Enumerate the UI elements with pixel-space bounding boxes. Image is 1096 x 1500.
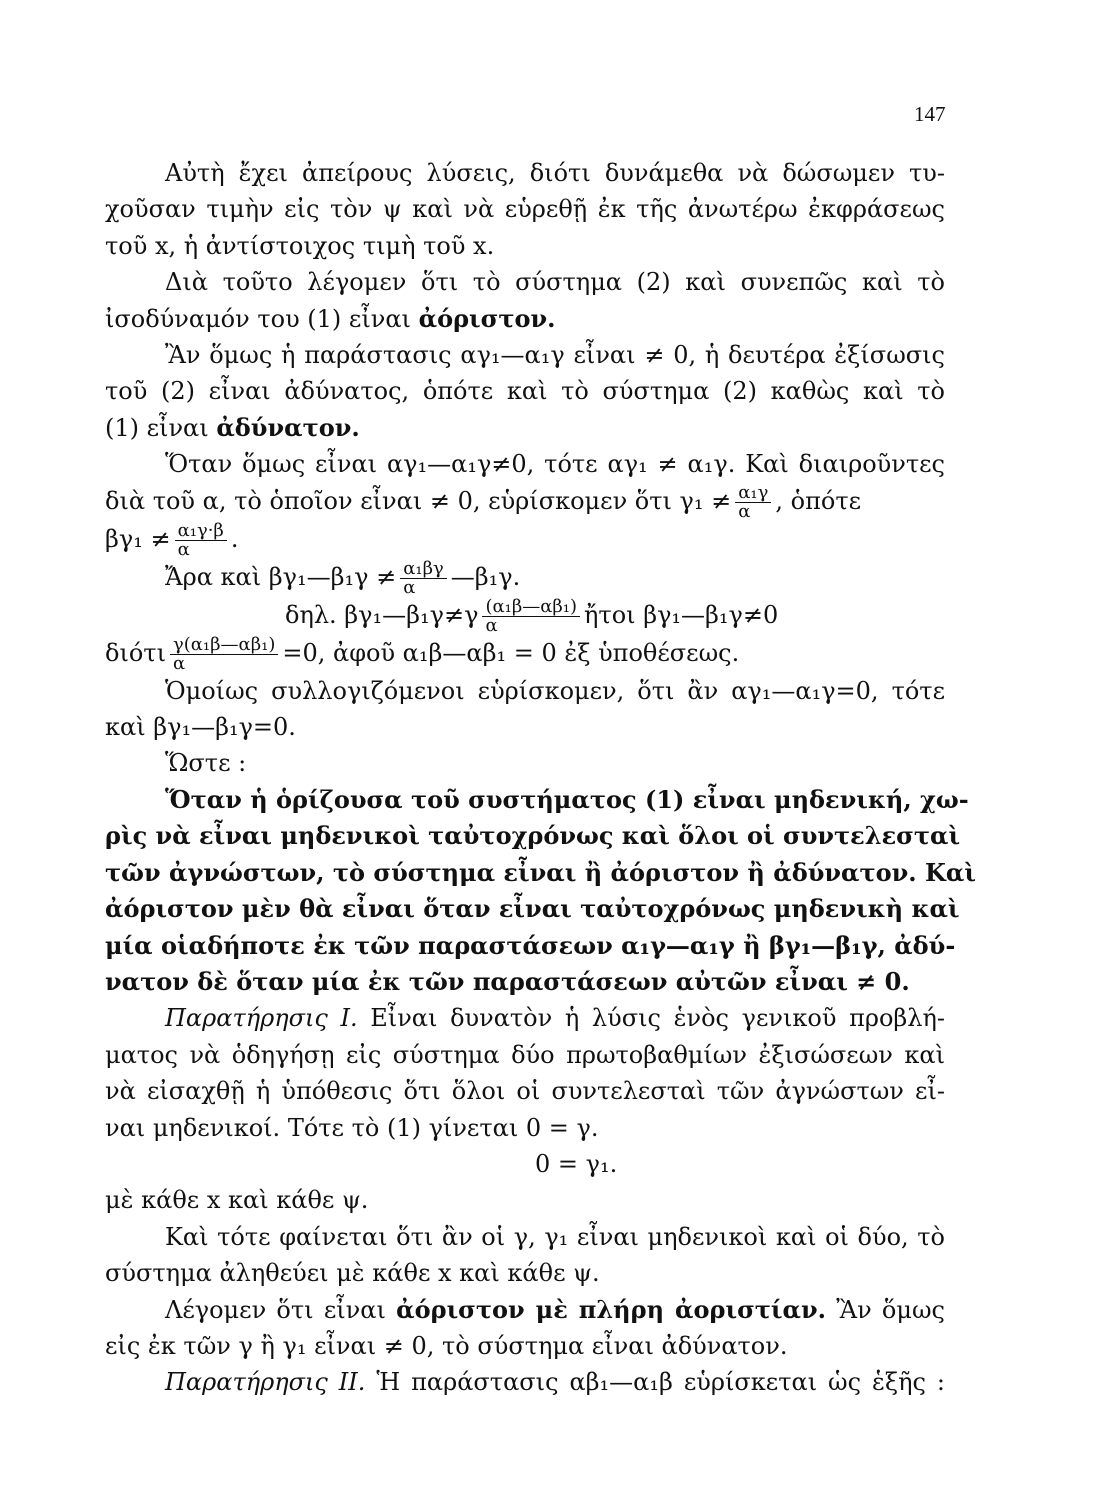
text-span: Ἂν ὅμως: [826, 1295, 945, 1324]
text-line: ματος νὰ ὁδηγήσῃ εἰς σύστημα δύο πρωτοβαθμίων ἐξισώσεων καὶ: [105, 1040, 945, 1069]
fraction-numerator: α₁βγ: [400, 560, 447, 579]
fraction: [482, 595, 580, 636]
fraction-denominator: α: [173, 652, 186, 674]
fraction-denominator: α: [403, 576, 416, 598]
text-line: καὶ βγ₁—β₁γ=0.: [105, 713, 296, 742]
text-line: [105, 483, 945, 521]
fraction-denominator: α: [177, 538, 190, 560]
text-line: [105, 559, 945, 597]
text-span: Εἶναι δυνατὸν ἡ λύσις ἑνὸς γενικοῦ προβλή-: [357, 1004, 946, 1033]
text-line: ρὶς νὰ εἶναι μηδενικοὶ ταὐτοχρόνως καὶ ὅλοι οἱ συντελεσταὶ: [105, 821, 961, 851]
text-line: τοῦ x, ἡ ἀντίστοιχος τιμὴ τοῦ x.: [105, 231, 495, 260]
text-line: σύστημα ἀληθεύει μὲ κάθε x καὶ κάθε ψ.: [105, 1259, 600, 1288]
fraction-denominator: α: [738, 500, 751, 522]
fraction: [175, 519, 227, 560]
text-line: Ὅταν ἡ ὁρίζουσα τοῦ συστήματος (1) εἶναι μηδενική, χω-: [165, 784, 969, 814]
text-line: [105, 410, 945, 446]
remark-label: Παρατήρησις Ι.: [165, 1004, 358, 1033]
fraction-numerator: α₁γ: [735, 484, 771, 503]
text-line: Καὶ τότε φαίνεται ὅτι ἂν οἱ γ, γ₁ εἶναι μηδενικοὶ καὶ οἱ δύο, τὸ: [165, 1222, 945, 1251]
text-span: —β₁γ.: [450, 562, 521, 591]
text-line: τοῦ (2) εἶναι ἀδύνατος, ὁπότε καὶ τὸ σύστημα (2) καθὼς καὶ τὸ: [105, 377, 945, 406]
text-line: Ὁμοίως συλλογιζόμενοι εὑρίσκομεν, ὅτι ἂν αγ₁—α₁γ=0, τότε: [165, 676, 945, 705]
text-line: Αὐτὴ ἔχει ἀπείρους λύσεις, διότι δυνάμεθα νὰ δώσωμεν τυ-: [165, 159, 945, 187]
text-line: [105, 1292, 945, 1328]
fraction-numerator: α₁γ·β: [175, 522, 227, 541]
text-line: νὰ εἰσαχθῇ ἡ ὑπόθεσις ὅτι ὅλοι οἱ συντελεσταὶ τῶν ἀγνώστων εἶ-: [105, 1077, 945, 1106]
text-span: Ἄρα καὶ βγ₁—β₁γ ≠: [165, 562, 397, 591]
text-span: διότι: [105, 638, 166, 667]
text-line: μία οἱαδήποτε ἐκ τῶν παραστάσεων α₁γ—α₁γ ἢ βγ₁—β₁γ, ἀδύ-: [105, 930, 956, 960]
text-line: [105, 635, 945, 673]
text-line: ναι μηδενικοί. Τότε τὸ (1) γίνεται 0 = γ.: [105, 1113, 599, 1142]
text-span: βγ₁ ≠: [105, 524, 171, 553]
text-span: (1) εἶναι: [105, 413, 217, 442]
fraction-numerator: (α₁β—αβ₁): [482, 598, 580, 617]
text-span: διὰ τοῦ α, τὸ ὁποῖον εἶναι ≠ 0, εὑρίσκομεν ὅτι γ₁ ≠: [105, 486, 732, 515]
text-line: [105, 1000, 945, 1036]
text-span: ἰσοδύναμόν του (1) εἶναι: [105, 304, 419, 333]
fraction-numerator: γ(α₁β—αβ₁): [170, 636, 278, 655]
bold-term: ἀόριστον μὲ πλήρη ἀοριστίαν.: [396, 1294, 826, 1324]
fraction-denominator: α: [485, 614, 498, 636]
text-span: , ὁπότε: [775, 486, 862, 515]
text-line: Ὥστε :: [165, 749, 247, 778]
text-line: Ὅταν ὅμως εἶναι αγ₁—α₁γ≠0, τότε αγ₁ ≠ α₁γ. Καὶ διαιροῦντες: [165, 450, 945, 479]
fraction: [400, 557, 447, 598]
text-line: Διὰ τοῦτο λέγομεν ὅτι τὸ σύστημα (2) καὶ συνεπῶς καὶ τὸ: [165, 268, 945, 297]
text-line: εἰς ἐκ τῶν γ ἢ γ₁ εἶναι ≠ 0, τὸ σύστημα εἶναι ἀδύνατον.: [105, 1331, 788, 1360]
text-line: μὲ κάθε x καὶ κάθε ψ.: [105, 1186, 369, 1215]
text-line: ἀόριστον μὲν θὰ εἶναι ὅταν εἶναι ταὐτοχρόνως μηδενικὴ καὶ: [105, 894, 960, 924]
text-span: Ἡ παράστασις αβ₁—α₁β εὑρίσκεται ὡς ἑξῆς :: [365, 1368, 945, 1397]
text-span: ἤτοι βγ₁—β₁γ≠0: [584, 600, 779, 629]
text-line: 0 = γ₁.: [535, 1149, 618, 1178]
text-line: [105, 301, 945, 337]
text-line: Ἂν ὅμως ἡ παράστασις αγ₁—α₁γ εἶναι ≠ 0, ἡ δευτέρα ἐξίσωσις: [165, 341, 945, 370]
text-span: δηλ. βγ₁—β₁γ≠γ: [285, 600, 479, 629]
text-line: [105, 597, 945, 635]
bold-term: ἀδύνατον.: [216, 412, 360, 442]
text-line: τῶν ἀγνώστων, τὸ σύστημα εἶναι ἢ ἀόριστον ἢ ἀδύνατον. Καὶ: [105, 857, 976, 887]
text-line: [105, 521, 945, 559]
text-line: νατον δὲ ὅταν μία ἐκ τῶν παραστάσεων αὐτῶν εἶναι ≠ 0.: [105, 966, 910, 996]
text-span: =0, ἀφοῦ α₁β—αβ₁ = 0 ἐξ ὑποθέσεως.: [282, 638, 740, 667]
text-span: .: [230, 524, 239, 553]
bold-term: ἀόριστον.: [418, 303, 556, 333]
fraction: [170, 633, 278, 674]
text-line: [105, 1364, 945, 1400]
fraction: [735, 481, 771, 522]
page-number: 147: [914, 102, 946, 126]
text-span: Λέγομεν ὅτι εἶναι: [165, 1295, 397, 1324]
text-line: χοῦσαν τιμὴν εἰς τὸν ψ καὶ νὰ εὑρεθῇ ἐκ τῆς ἀνωτέρω ἐκφράσεως: [105, 195, 945, 224]
page-body: [105, 155, 976, 1401]
remark-label: Παρατήρησις ΙΙ.: [165, 1368, 366, 1397]
